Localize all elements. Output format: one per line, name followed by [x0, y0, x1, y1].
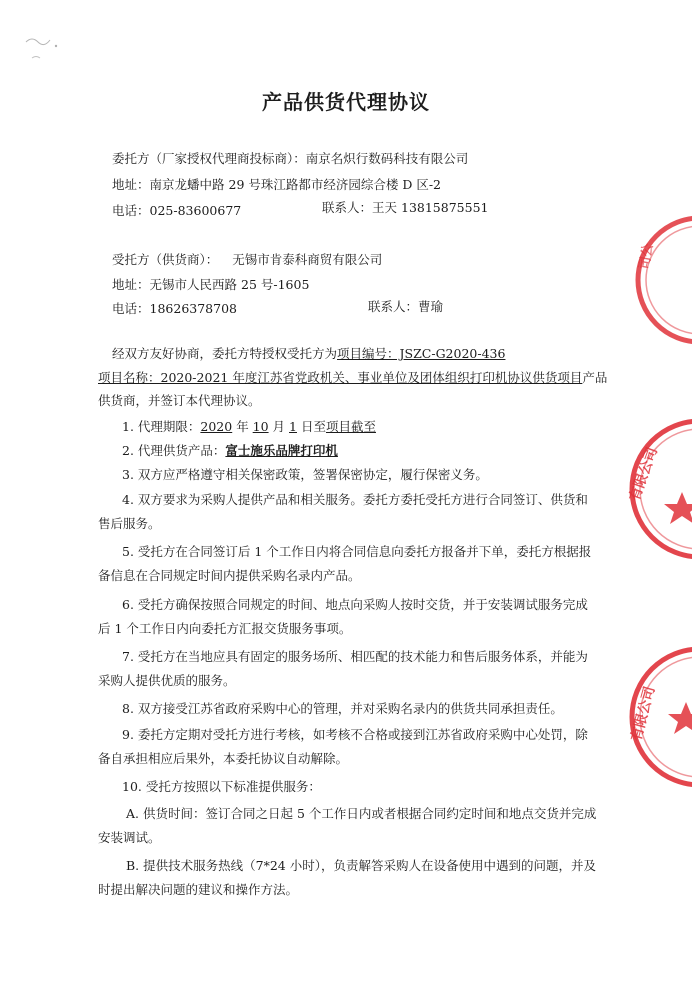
clause-6-line-2: 后 1 个工作日内向委托方汇报交货服务事项。 — [98, 621, 352, 636]
company-seal-3 — [612, 642, 692, 792]
clause-4-line-2: 售后服务。 — [98, 516, 161, 531]
agent-address-line — [112, 277, 309, 293]
principal-phone-line — [112, 203, 241, 219]
clause-b-line-1: B. 提供技术服务热线（7*24 小时），负责解答采购人在设备使用中遇到的问题，并及 — [126, 858, 596, 873]
intro-line-1 — [112, 346, 505, 362]
principal-address-line — [112, 177, 441, 193]
clause-2-label: 2. 代理供货产品： — [122, 443, 226, 458]
svg-text:司公: 司公 — [637, 242, 657, 271]
month-unit: 月 — [268, 419, 290, 434]
clause-5-line-2: 备信息在合同规定时间内提供采购名录内产品。 — [98, 568, 361, 583]
principal-name: 南京名炽行数码科技有限公司 — [305, 151, 469, 166]
principal-label: 委托方（厂家授权代理商投标商）： — [112, 151, 306, 166]
clause-4-line-1: 4. 双方要求为采购人提供产品和相关服务。委托方委托受托方进行合同签订、供货和 — [122, 492, 588, 507]
clause-a-line-2: 安装调试。 — [98, 830, 161, 845]
pencil-scribble — [22, 28, 82, 68]
clause-b-line-2: 时提出解决问题的建议和操作方法。 — [98, 882, 299, 897]
clause-9-line-2: 备自承担相应后果外，本委托协议自动解除。 — [98, 751, 349, 766]
clause-9-line-1: 9. 委托方定期对受托方进行考核，如考核不合格或接到江苏省政府采购中心处罚，除 — [122, 727, 588, 742]
clause-2 — [122, 443, 338, 459]
principal-address-label: 地址： — [112, 177, 150, 192]
agent-contact-label: 联系人： — [368, 299, 419, 314]
agent-address: 无锡市人民西路 25 号-1605 — [149, 277, 310, 292]
principal-phone-label: 电话： — [112, 203, 150, 218]
clause-1 — [122, 419, 376, 435]
clause-a-line-1: A. 供货时间：签订合同之日起 5 个工作日内或者根据合同约定时间和地点交货并完成 — [126, 806, 597, 821]
agent-phone-label: 电话： — [112, 301, 150, 316]
agent-phone: 18626378708 — [149, 301, 237, 316]
clause-3: 3. 双方应严格遵守相关保密政策，签署保密协定，履行保密义务。 — [122, 467, 488, 482]
company-seal-1 — [628, 210, 692, 350]
agent-line — [112, 252, 382, 268]
clause-5-line-1: 5. 受托方在合同签订后 1 个工作日内将合同信息向委托方报备并下单，委托方根据报 — [122, 544, 592, 559]
term-end: 项目截至 — [325, 419, 376, 434]
term-day: 1 — [289, 419, 297, 434]
document-title: 产品供货代理协议 — [262, 90, 430, 114]
clause-8: 8. 双方接受江苏省政府采购中心的管理，并对采购名录内的供货共同承担责任。 — [122, 701, 563, 716]
intro-product: 产品 — [582, 370, 608, 385]
agent-name: 无锡市肯泰科商贸有限公司 — [232, 252, 383, 267]
day-unit: 日至 — [296, 419, 326, 434]
principal-address: 南京龙蟠中路 29 号珠江路都市经济园综合楼 D 区-2 — [149, 177, 442, 192]
principal-line — [112, 151, 468, 167]
agent-label: 受托方（供货商）： — [112, 252, 219, 267]
principal-phone: 025-83600677 — [149, 203, 242, 218]
company-seal-2 — [612, 412, 692, 566]
year-unit: 年 — [232, 419, 253, 434]
project-name: 项目名称：2020-2021 年度江苏省党政机关、事业单位及团体组织打印机协议供货项目 — [98, 370, 583, 385]
clause-7-line-1: 7. 受托方在当地应具有固定的服务场所、相匹配的技术能力和售后服务体系，并能为 — [122, 649, 588, 664]
clause-6-line-1: 6. 受托方确保按照合同规定的时间、地点向采购人按时交货，并于安装调试服务完成 — [122, 597, 588, 612]
intro-pre: 经双方友好协商，委托方特授权受托方为 — [112, 346, 338, 361]
clause-7-line-2: 采购人提供优质的服务。 — [98, 673, 236, 688]
agent-contact: 曹瑜 — [418, 299, 444, 314]
clause-10: 10. 受托方按照以下标准提供服务： — [122, 779, 321, 794]
principal-contact: 王天 13815875551 — [372, 200, 489, 215]
term-month: 10 — [252, 419, 269, 434]
agent-phone-line — [112, 301, 237, 317]
intro-line-2 — [98, 370, 607, 386]
project-number: 项目编号：JSZC-G2020-436 — [337, 346, 506, 361]
agent-contact-line — [368, 299, 443, 315]
term-year: 2020 — [200, 419, 233, 434]
principal-contact-label: 联系人： — [322, 200, 373, 215]
intro-line-3: 供货商，并签订本代理协议。 — [98, 393, 261, 408]
agent-address-label: 地址： — [112, 277, 150, 292]
product-name: 富士施乐品牌打印机 — [225, 443, 338, 458]
svg-text:有限公司: 有限公司 — [628, 684, 659, 744]
svg-text:有限公司: 有限公司 — [626, 445, 661, 504]
clause-1-label: 1. 代理期限： — [122, 419, 201, 434]
principal-contact-line — [322, 200, 488, 216]
